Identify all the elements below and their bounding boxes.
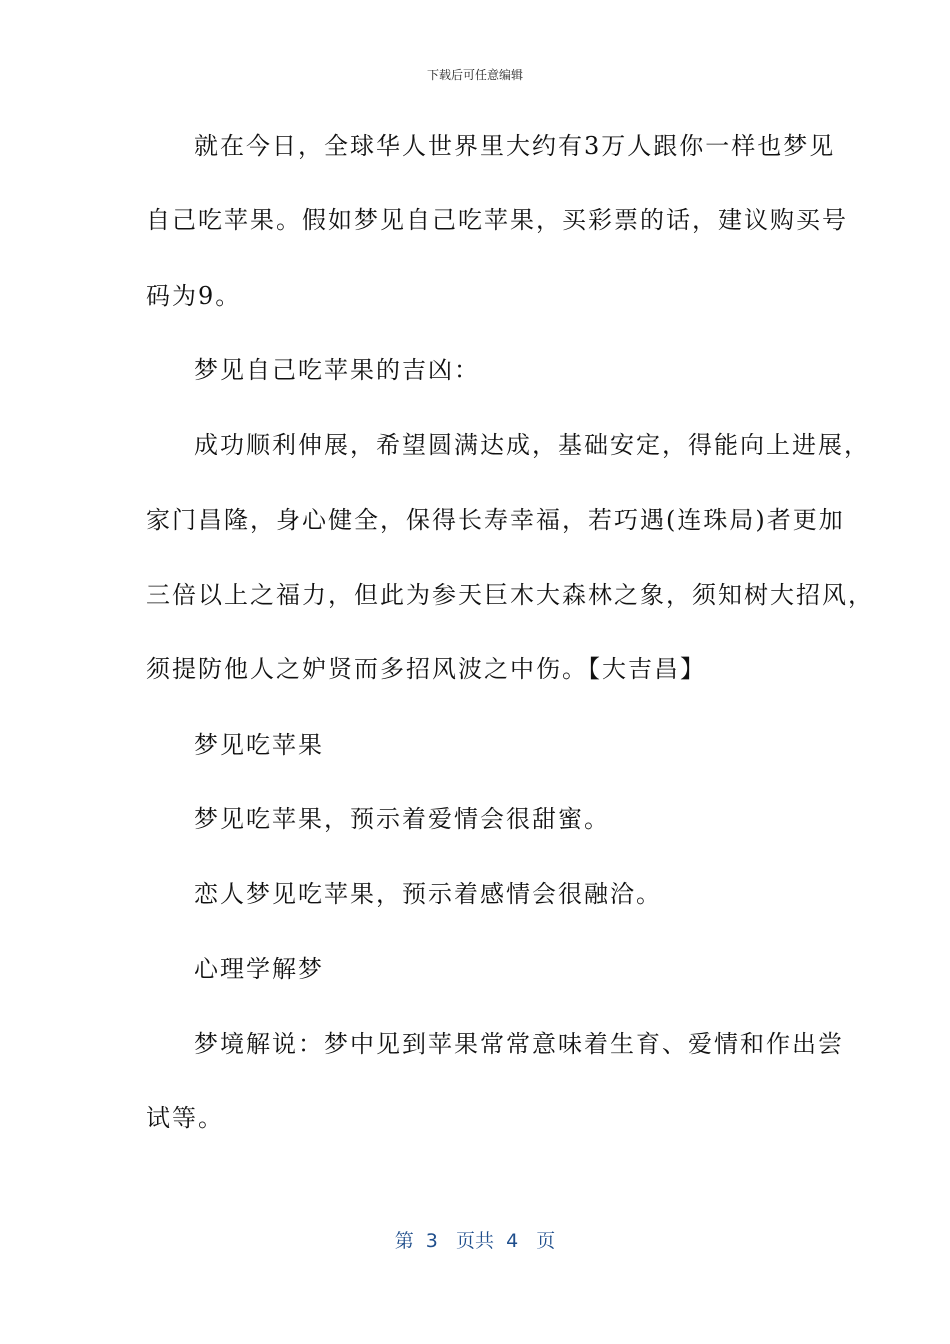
- page-number: 第 3 页共 4 页: [394, 1230, 556, 1252]
- body-line: 就在今日，全球华人世界里大约有3万人跟你一样也梦见: [194, 132, 836, 160]
- body-line: 梦见吃苹果，预示着爱情会很甜蜜。: [194, 805, 610, 833]
- header-note: 下载后可任意编辑: [426, 68, 523, 82]
- body-line: 家门昌隆，身心健全，保得长寿幸福，若巧遇(连珠局)者更加: [146, 506, 845, 534]
- body-line: 自己吃苹果。假如梦见自己吃苹果，买彩票的话，建议购买号: [146, 206, 848, 234]
- section-heading: 梦见吃苹果: [194, 731, 324, 759]
- body-line: 须提防他人之妒贤而多招风波之中伤。【大吉昌】: [146, 655, 706, 683]
- body-line: 三倍以上之福力，但此为参天巨木大森林之象，须知树大招风，: [146, 581, 874, 609]
- body-line: 成功顺利伸展，希望圆满达成，基础安定，得能向上进展，: [194, 431, 870, 459]
- body-line: 梦境解说：梦中见到苹果常常意味着生育、爱情和作出尝: [194, 1030, 844, 1058]
- body-line: 试等。: [146, 1104, 224, 1132]
- body-line: 梦见自己吃苹果的吉凶：: [194, 356, 480, 384]
- body-line: 码为9。: [146, 282, 242, 310]
- section-heading: 心理学解梦: [194, 955, 324, 983]
- body-line: 恋人梦见吃苹果，预示着感情会很融洽。: [194, 880, 662, 908]
